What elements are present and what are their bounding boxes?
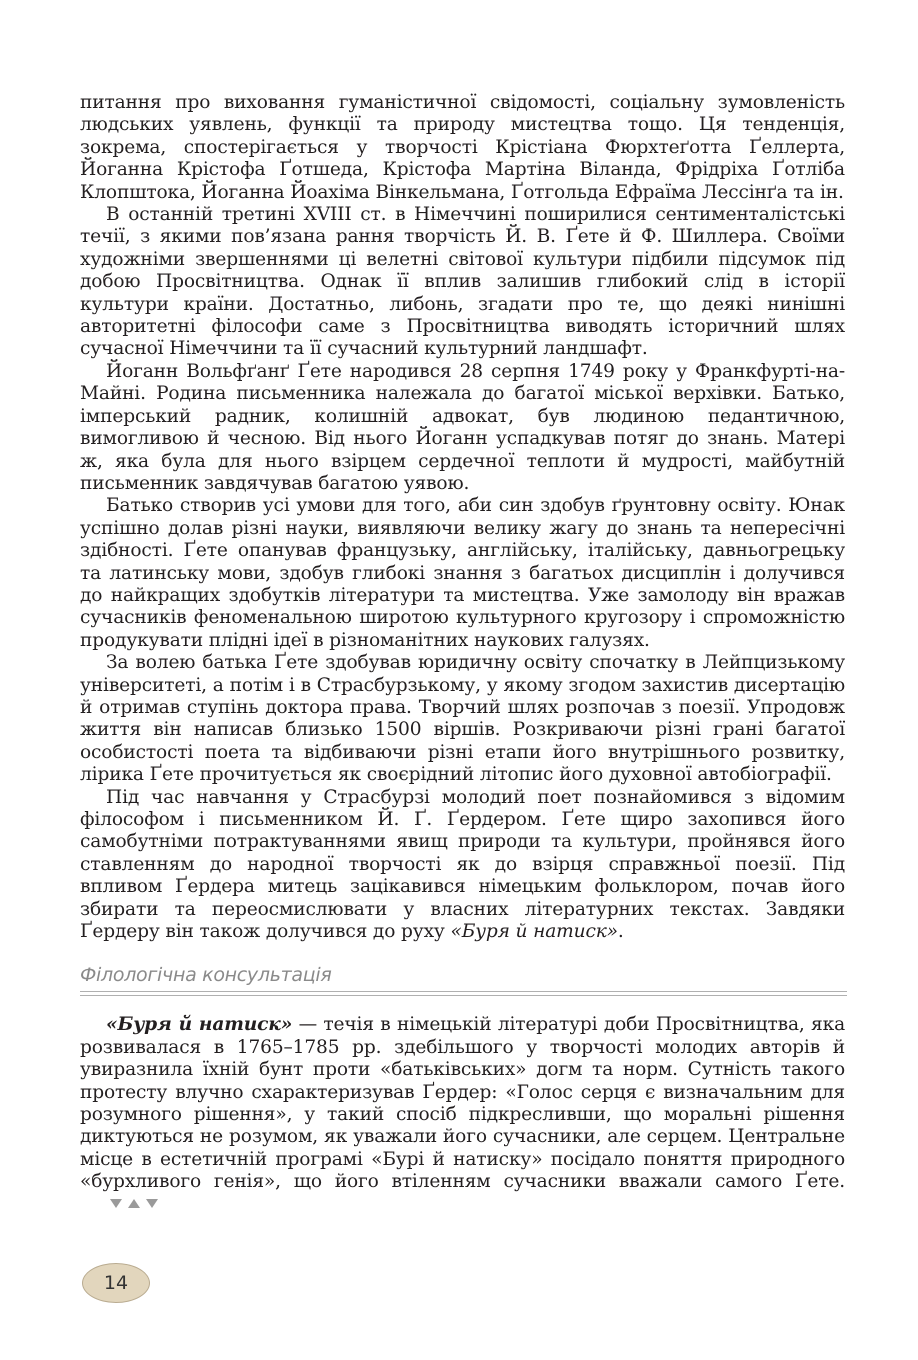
consultation-text: — течія в німецькій літературі доби Просвітництва, яка розвивалася в 1765–1785 рр. здебільшого у творчості молодих авторів й увиразнила їхній бунт проти «батьківських» догм та норм. Сутність такого протесту влучно схарактеризував Ґердер: «Голос серця є визначальним для розумного рішення», у такий спосіб підкресливши, що моральні рішення диктуються не розумом, як уважали його сучасники, але серцем. Центральне місце в естетичній програмі «Бурі й натиску» посідало поняття природного «бурхливого генія», що його втіленням сучасники вважали самого Ґете. (80, 1014, 846, 1193)
paragraph-text: Під час навчання у Страсбурзі молодий поет познайомився з відомим філософом і письменником Й. Ґ. Ґердером. Ґете щиро захопився його самобутніми потрактуваннями явищ природи та культури, пройнявся його ставленням до народної творчості як до взірця справжньої поезії. Під впливом Ґердера митець зацікавився німецьким фольклором, почав його збирати та переосмислювати у власних літературних текстах. Завдяки Ґердеру він також долучився до руху (80, 786, 845, 943)
triangles-icon (84, 1194, 158, 1216)
term: «Буря й натиск» (106, 1014, 293, 1036)
paragraph: Батько створив усі умови для того, аби син здобув ґрунтовну освіту. Юнак успішно долав різні науки, виявляючи велику жагу до знань та непересічні здібності. Ґете опанував французьку, англійську, італійську, давньогрецьку та латинську мови, здобув глибокі знання з багатьох дисциплін і долучився до найкращих здобутків літератури та мистецтва. Уже замолоду він вражав сучасників феноменальною широтою культурного кругозору і спроможністю продукувати плідні ідеї в різноманітних наукових галузях. (80, 495, 845, 651)
paragraph: Йоганн Вольфґанґ Ґете народився 28 серпня 1749 року у Франкфурті-на-Майні. Родина письменника належала до багатої міської верхівки. Батько, імперський радник, колишній адвокат, був людиною педантичною, вимогливою й чесною. Від нього Йоганн успадкував потяг до знань. Матері ж, яка була для нього взірцем сердечної теплоти й мудрості, майбутній письменник завдячував багатою уявою. (80, 360, 845, 494)
consultation-body (80, 1014, 845, 1216)
paragraph-end: . (617, 921, 624, 943)
philological-consultation (80, 963, 845, 1216)
page-number-badge (82, 1263, 150, 1303)
paragraph: В останній третині XVIII ст. в Німеччині поширилися сентименталістські течії, з якими пов’язана рання творчість Й. В. Ґете й Ф. Шиллера. Своїми художніми звершеннями ці велетні світової культури підбили підсумок під добою Просвітництва. Однак її вплив залишив глибокий слід в історії культури країни. Достатньо, либонь, згадати про те, що деякі нинішні авторитетні філософи саме з Просвітництва виводять історичний шлях сучасної Німеччини та її сучасний культурний ландшафт. (80, 204, 845, 360)
page-body (80, 92, 845, 1216)
page-number: 14 (103, 1272, 129, 1294)
paragraph: За волею батька Ґете здобував юридичну освіту спочатку в Лейпцизькому університеті, а потім і в Страсбурзькому, у якому згодом захистив дисертацію й отримав ступінь доктора права. Творчий шлях розпочав з поезії. Упродовж життя він написав близько 1500 віршів. Розкриваючи різні грані багатої особистості поета та відбиваючи різні етапи його внутрішнього розвитку, лірика Ґете прочитується як своєрідний літопис його духовної автобіографії. (80, 652, 845, 786)
paragraph: питання про виховання гуманістичної свідомості, соціальну зумовленість людських уявлень, функції та природу мистецтва тощо. Ця тенденція, зокрема, спостерігається у творчості Крістіана Фюрхтеґотта Ґеллерта, Йоганна Крістофа Ґотшеда, Крістофа Мартіна Віланда, Фрідріха Ґотліба Клопштока, Йоганна Йоахіма Вінкельмана, Ґотгольда Ефраїма Лессінґа та ін. (80, 92, 845, 203)
section-title: Філологічна консультація (80, 964, 332, 987)
consultation-paragraph (80, 1014, 845, 1216)
section-divider (80, 991, 845, 998)
paragraph-last (80, 787, 845, 944)
movement-name: «Буря й натиск» (450, 921, 618, 943)
